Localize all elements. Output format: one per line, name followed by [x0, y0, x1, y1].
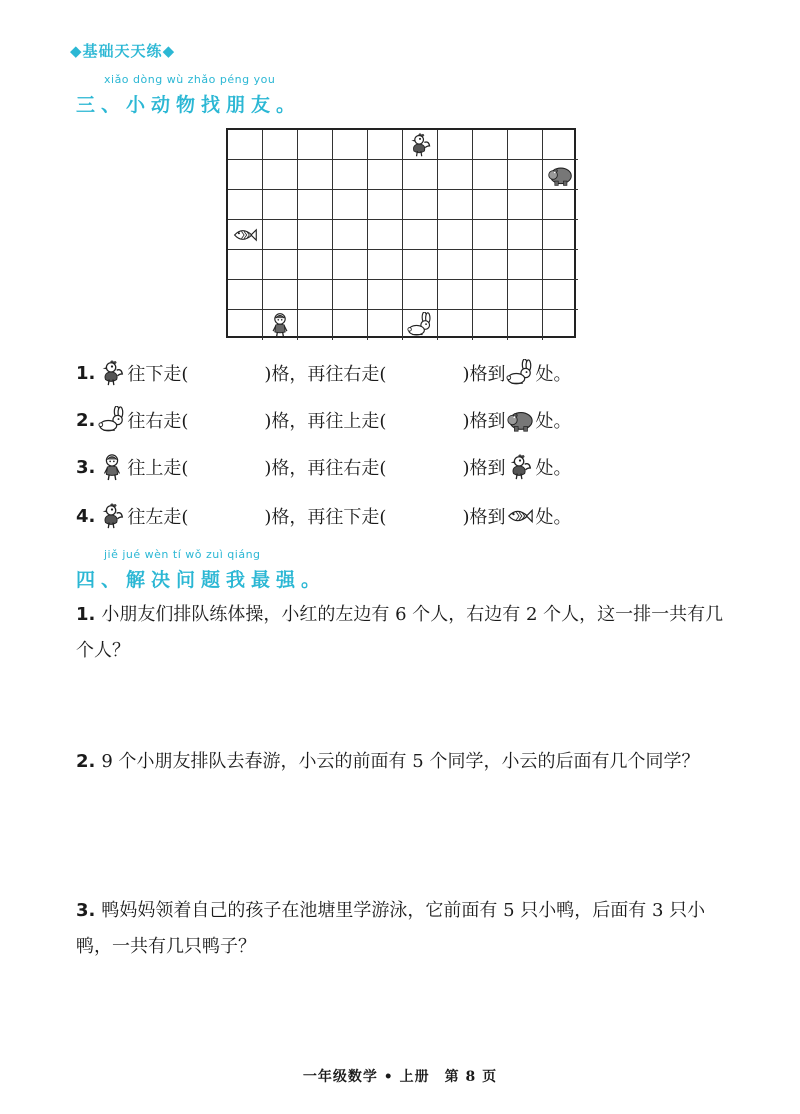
grid-cell	[438, 130, 473, 160]
question-text: )格，再往右走(	[264, 458, 387, 479]
section4-pinyin: jiě jué wèn tí wǒ zuì qiáng	[104, 548, 261, 561]
grid-cell	[543, 130, 578, 160]
grid-cell	[438, 190, 473, 220]
question-number: 1.	[76, 362, 96, 384]
hippo-icon	[546, 162, 574, 188]
rabbit-icon	[98, 406, 126, 434]
monkey-icon	[266, 312, 294, 338]
grid-cell	[508, 190, 543, 220]
grid-cell	[473, 280, 508, 310]
question-text: )格到	[462, 458, 506, 479]
grid-cell	[438, 220, 473, 250]
grid-cell	[263, 160, 298, 190]
hippo-icon	[506, 406, 534, 434]
grid-cell	[403, 310, 438, 340]
rooster-icon	[506, 453, 534, 481]
page-footer: 一年级数学 • 上册 第 8 页	[302, 1069, 498, 1085]
grid-cell	[228, 190, 263, 220]
grid-cell	[403, 220, 438, 250]
question-text: )格到	[462, 507, 506, 528]
problem-3	[76, 893, 736, 965]
question-2	[76, 405, 571, 435]
grid-cell	[403, 250, 438, 280]
grid-cell	[473, 310, 508, 340]
fish-icon	[231, 222, 259, 248]
diamond-right-icon: ◆	[162, 42, 176, 60]
grid-cell	[368, 220, 403, 250]
grid-cell	[228, 280, 263, 310]
grid-cell	[508, 130, 543, 160]
question-text: 处。	[535, 411, 572, 432]
question-text: )格到	[462, 411, 506, 432]
grid-cell	[228, 250, 263, 280]
question-text: )格，再往下走(	[264, 507, 387, 528]
question-text: 往右走(	[127, 411, 189, 432]
grid-cell	[263, 250, 298, 280]
question-text: 处。	[535, 507, 572, 528]
grid-cell	[438, 250, 473, 280]
monkey-icon	[98, 453, 126, 481]
question-text: 往上走(	[127, 458, 189, 479]
grid-cell	[403, 130, 438, 160]
grid-cell	[508, 280, 543, 310]
question-text: 往左走(	[127, 507, 189, 528]
question-1	[76, 358, 571, 388]
problem-text: 小朋友们排队练体操，小红的左边有 6 个人，右边有 2 个人，这一排一共有几个人？	[76, 604, 724, 661]
grid-cell	[333, 190, 368, 220]
question-text: 处。	[535, 458, 572, 479]
grid-cell	[263, 190, 298, 220]
diamond-left-icon: ◆	[70, 42, 83, 60]
question-4	[76, 501, 571, 531]
grid-cell	[263, 220, 298, 250]
header-tag-label: 基础天天练	[82, 42, 163, 60]
grid-cell	[228, 310, 263, 340]
grid-cell	[473, 190, 508, 220]
grid-cell	[263, 310, 298, 340]
grid-cell	[508, 160, 543, 190]
grid-cell	[298, 220, 333, 250]
rooster-icon	[98, 502, 126, 530]
grid-cell	[543, 280, 578, 310]
grid-cell	[298, 190, 333, 220]
grid-cell	[543, 190, 578, 220]
grid-cell	[368, 250, 403, 280]
grid-cell	[333, 160, 368, 190]
grid-cell	[438, 310, 473, 340]
grid-cell	[228, 160, 263, 190]
problem-number: 2.	[76, 751, 96, 772]
section3-title: 三、小动物找朋友。	[76, 94, 302, 116]
rabbit-icon	[406, 312, 434, 338]
header-tag	[70, 40, 175, 61]
fish-icon	[506, 502, 534, 530]
grid-cell	[368, 280, 403, 310]
problem-1	[76, 597, 736, 669]
grid-cell	[228, 130, 263, 160]
problem-2	[76, 744, 736, 780]
grid-cell	[368, 130, 403, 160]
grid-cell	[263, 280, 298, 310]
grid-cell	[473, 220, 508, 250]
grid-cell	[368, 160, 403, 190]
problem-text: 鸭妈妈领着自己的孩子在池塘里学游泳，它前面有 5 只小鸭，后面有 3 只小鸭，一共有几只鸭子？	[76, 900, 706, 957]
grid-cell	[403, 280, 438, 310]
grid-cell	[368, 190, 403, 220]
rooster-icon	[406, 132, 434, 158]
grid-cell	[543, 160, 578, 190]
grid-cell	[403, 190, 438, 220]
grid-cell	[438, 280, 473, 310]
grid-cell	[438, 160, 473, 190]
grid-cell	[368, 310, 403, 340]
grid-cell	[228, 220, 263, 250]
grid-cell	[473, 160, 508, 190]
question-text: )格到	[462, 364, 506, 385]
grid-cell	[298, 250, 333, 280]
grid-cell	[298, 280, 333, 310]
grid-cell	[298, 130, 333, 160]
problem-number: 1.	[76, 604, 96, 625]
grid-cell	[543, 250, 578, 280]
section3-pinyin: xiǎo dòng wù zhǎo péng you	[104, 73, 276, 86]
grid-cell	[333, 310, 368, 340]
grid-cell	[508, 250, 543, 280]
animal-grid	[226, 128, 576, 338]
grid-cell	[543, 310, 578, 340]
grid-cell	[473, 250, 508, 280]
grid-cell	[263, 130, 298, 160]
rabbit-icon	[506, 359, 534, 387]
grid-cell	[333, 130, 368, 160]
grid-cell	[298, 310, 333, 340]
question-text: 处。	[535, 364, 572, 385]
grid-cell	[473, 130, 508, 160]
problem-text: 9 个小朋友排队去春游，小云的前面有 5 个同学，小云的后面有几个同学？	[101, 751, 700, 772]
question-text: 往下走(	[127, 364, 189, 385]
question-number: 3.	[76, 456, 96, 478]
question-3	[76, 452, 571, 482]
rooster-icon	[98, 359, 126, 387]
grid-cell	[543, 220, 578, 250]
grid-cell	[333, 250, 368, 280]
grid-cell	[298, 160, 333, 190]
section4-title: 四、解决问题我最强。	[76, 569, 327, 591]
question-number: 2.	[76, 409, 96, 431]
grid-cell	[508, 220, 543, 250]
grid-cell	[333, 280, 368, 310]
problem-number: 3.	[76, 900, 96, 921]
grid-cell	[403, 160, 438, 190]
grid-cell	[508, 310, 543, 340]
question-number: 4.	[76, 505, 96, 527]
question-text: )格，再往右走(	[264, 364, 387, 385]
question-text: )格，再往上走(	[264, 411, 387, 432]
grid-cell	[333, 220, 368, 250]
